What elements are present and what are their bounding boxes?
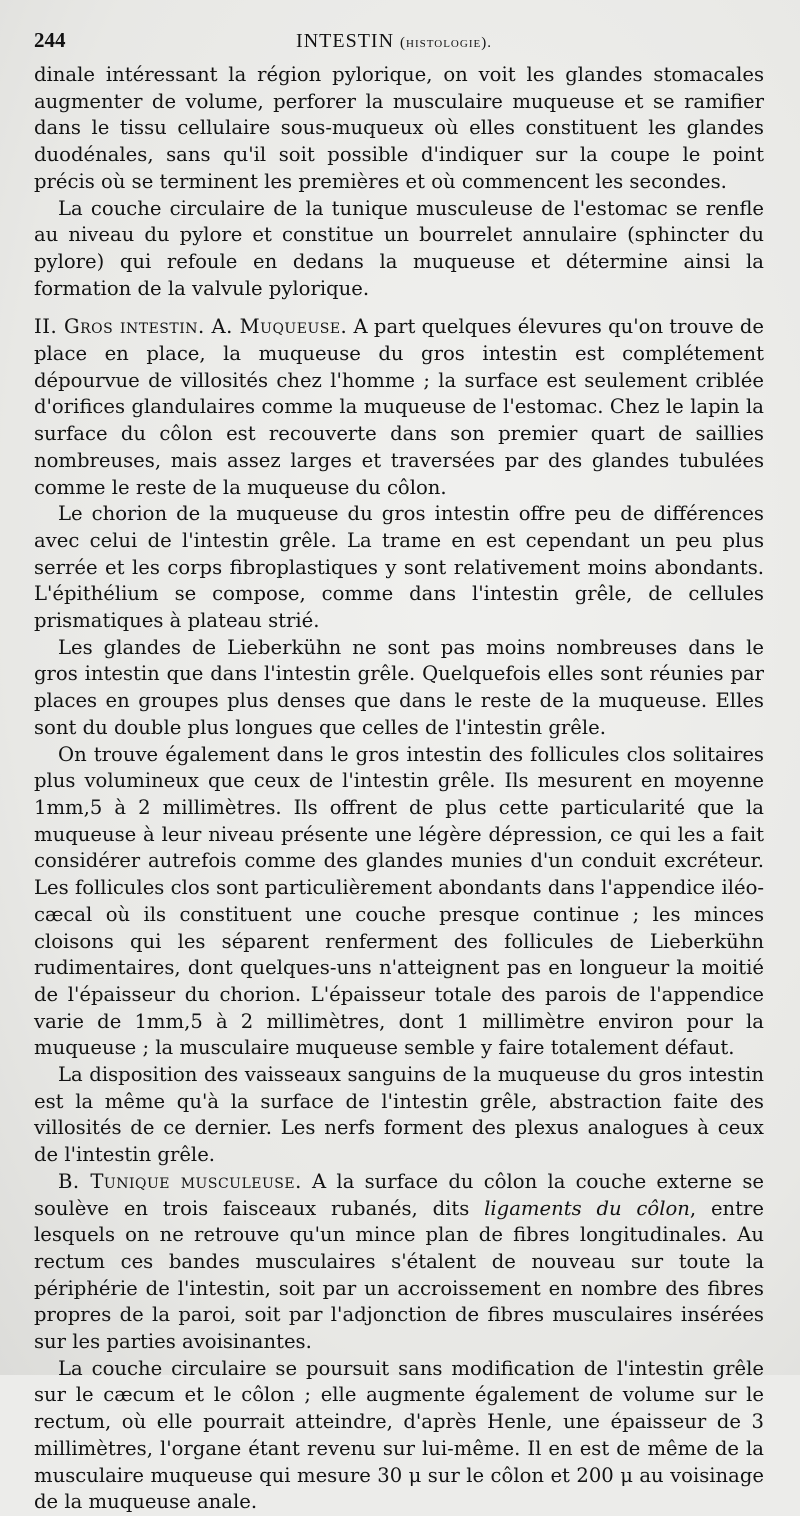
paragraph-8: [34, 1169, 764, 1356]
paragraph-3: [34, 314, 764, 501]
paragraph-6: On trouve également dans le gros intestin des follicules clos solitaires plus volumineux que ceux de l'intestin grêle. Ils mesurent en moyenne 1mm,5 à 2 millimètres. Ils offrent de plus cette particularité que la muqueuse à leur niveau présente une légère dépression, ce qui les a fait considérer autrefois comme des glandes munies d'un conduit excréteur. Les follicules clos sont particulièrement abondants dans l'appendice iléo-cæcal où ils constituent une couche presque continue ; les minces cloisons qui les séparent renferment des follicules de Lieberkühn rudimentaires, dont quelques-uns n'atteignent pas en longueur la moitié de l'épaisseur du chorion. L'épaisseur totale des parois de l'appendice varie de 1mm,5 à 2 millimètres, dont 1 millimètre environ pour la muqueuse ; la musculaire muqueuse semble y faire totalement défaut.: [34, 742, 764, 1060]
paragraph-5: Les glandes de Lieberkühn ne sont pas moins nombreuses dans le gros intestin que dans l'intestin grêle. Quelquefois elles sont réunies par places en groupes plus denses que dans le reste de la muqueuse. Elles sont du double plus longues que celles de l'intestin grêle.: [34, 635, 764, 739]
page-number: 244: [34, 28, 66, 52]
paragraph-7: La disposition des vaisseaux sanguins de la muqueuse du gros intestin est la même qu'à la surface de l'intestin grêle, abstraction faite des villosités de ce dernier. Les nerfs forment des plexus analogues à ceux de l'intestin grêle.: [34, 1063, 764, 1167]
page-body: [34, 62, 764, 1516]
running-title-main: INTESTIN: [296, 30, 395, 52]
paragraph-4: Le chorion de la muqueuse du gros intestin offre peu de différences avec celui de l'intestin grêle. La trame en est cependant un peu plus serrée et les corps fibroplastiques y sont relativement moins abondants. L'épithélium se compose, comme dans l'intestin grêle, de cellules prismatiques à plateau strié.: [34, 502, 764, 633]
paragraph-1: dinale intéressant la région pylorique, on voit les glandes stomacales augmenter de volume, perforer la musculaire muqueuse et se ramifier dans le tissu cellulaire sous-muqueux où elles constituent les glandes duodénales, sans qu'il soit possible d'indiquer sur la coupe le point précis où se terminent les premières et où commencent les secondes.: [34, 63, 764, 193]
running-header: [34, 28, 764, 62]
running-title: [94, 30, 764, 53]
paragraph-9: La couche circulaire se poursuit sans modification de l'intestin grêle sur le cæcum et le côlon ; elle augmente également de volume sur le rectum, où elle pourrait atteindre, d'après Henle, une épaisseur de 3 millimètres, l'organe étant revenu sur lui-même. Il en est de même de la musculaire muqueuse qui mesure 30 μ sur le côlon et 200 μ au voisinage de la muqueuse anale.: [34, 1356, 764, 1514]
paragraph-2: La couche circulaire de la tunique musculeuse de l'estomac se renfle au niveau du pylore et constitue un bourrelet annulaire (sphincter du pylore) qui refoule en dedans la muqueuse et détermine ainsi la formation de la valvule pylorique.: [34, 196, 764, 300]
section-heading-gros-intestin: II. Gros intestin. A. Muqueuse.: [34, 315, 348, 339]
paragraph-8-text: A la surface du côlon la couche externe se soulève en trois faisceaux rubanés, dits: [34, 1169, 764, 1220]
paragraph-8-text2: , entre lesquels on ne retrouve qu'un mince plan de fibres longitudinales. Au rectum ces bandes musculaires s'étalent de nouveau sur toute la périphérie de l'intestin, soit par un accroissement en nombre des fibres propres de la paroi, soit par l'adjonction de fibres musculaires insérées sur les parties avoisinantes.: [34, 1196, 764, 1354]
paragraph-8-italic: ligaments du côlon: [484, 1196, 690, 1220]
running-title-sub: (histologie).: [400, 35, 492, 51]
section-heading-tunique: B. Tunique musculeuse.: [58, 1169, 302, 1193]
paragraph-3-text: A part quelques élevures qu'on trouve de place en place, la muqueuse du gros intestin est complétement dépourvue de villosités chez l'homme ; la surface est seulement criblée d'orifices glandulaires comme la muqueuse de l'estomac. Chez le lapin la surface du côlon est recouverte dans son premier quart de saillies nombreuses, mais assez larges et traversées par des glandes tubulées comme le reste de la muqueuse du côlon.: [34, 315, 764, 499]
